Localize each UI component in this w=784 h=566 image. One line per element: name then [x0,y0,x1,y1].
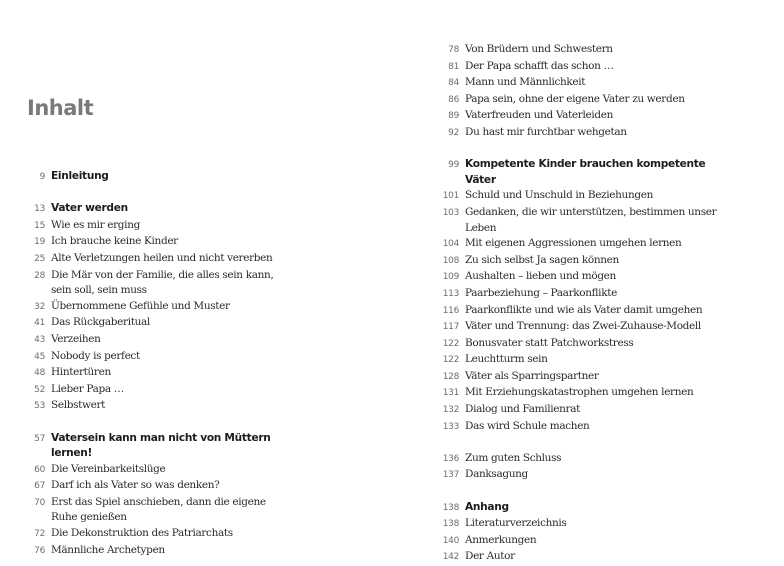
toc-entry[interactable] [20,268,290,299]
toc-entry[interactable] [20,234,290,251]
entry-title: Ich brauche keine Kinder [51,235,178,248]
page-number: 52 [34,384,45,395]
page-number: 103 [442,207,459,218]
toc-entry[interactable] [434,92,724,109]
toc-entry[interactable] [434,369,724,386]
page-number: 137 [442,470,459,481]
entry-title: Du hast mir furchtbar wehgetan [465,125,627,138]
toc-entry[interactable] [20,299,290,316]
toc-entry[interactable] [20,332,290,349]
chapter-title: Anhang [465,500,509,513]
page-number: 138 [442,502,459,513]
entry-title: Schuld und Unschuld in Beziehungen [465,189,654,202]
entry-title: Väter als Sparringspartner [465,369,599,382]
toc-entry[interactable] [434,533,724,550]
entry-title: Lieber Papa … [51,382,124,395]
page-number: 92 [448,127,459,138]
entry-title: Darf ich als Vater so was denken? [51,479,220,492]
toc-chapter-heading[interactable] [434,157,724,188]
toc-entry[interactable] [434,108,724,125]
toc-entry[interactable] [434,303,724,320]
page-number: 78 [448,45,459,55]
entry-title: Die Mär von der Familie, die alles sein kann, sein soll, sein muss [51,268,274,297]
toc-entry[interactable] [434,385,724,402]
page-number: 53 [34,401,45,412]
page-number: 117 [442,322,459,333]
entry-title: Zum guten Schluss [465,451,562,464]
toc-entry[interactable] [20,218,290,235]
page-number: 81 [448,61,459,72]
toc-entry[interactable] [434,467,724,484]
entry-title: Dialog und Familienrat [465,403,580,416]
page-number: 60 [34,464,45,475]
entry-title: Mit Erziehungskatastrophen umgehen lernen [465,386,694,399]
toc-entry[interactable] [434,286,724,303]
page-number: 19 [34,237,45,248]
toc-entry[interactable] [434,516,724,533]
entry-title: Hintertüren [51,366,111,379]
page-number: 70 [34,497,45,508]
page-number: 25 [34,253,45,264]
page-number: 15 [34,220,45,231]
entry-title: Paarkonflikte und wie als Vater damit umgehen [465,303,703,316]
entry-title: Aushalten – lieben und mögen [465,270,616,283]
toc-entry[interactable] [434,188,724,205]
chapter-title: Vater werden [51,202,128,215]
page-number: 122 [442,355,459,366]
chapter-title: Einleitung [51,170,109,182]
page-number: 41 [34,318,45,329]
page-number: 101 [442,191,459,202]
page-number: 45 [34,351,45,362]
toc-entry[interactable] [434,236,724,253]
page-number: 104 [442,239,459,250]
entry-title: Der Autor [465,550,515,563]
toc-left-column [20,169,290,559]
toc-entry[interactable] [20,315,290,332]
page-number: 108 [442,255,459,266]
toc-entry[interactable] [434,205,724,236]
page-number: 142 [442,552,459,563]
page-number: 122 [442,338,459,349]
entry-title: Das wird Schule machen [465,419,590,432]
toc-entry[interactable] [20,526,290,543]
toc-chapter-heading[interactable] [20,201,290,218]
page-number: 128 [442,371,459,382]
page-number: 57 [34,433,45,444]
page-number: 138 [442,519,459,530]
page-number: 99 [448,160,459,171]
page-number: 132 [442,405,459,416]
toc-entry[interactable] [20,382,290,399]
page-number: 32 [34,301,45,312]
entry-title: Paarbeziehung – Paarkonflikte [465,286,617,299]
entry-title: Das Rückgaberitual [51,316,150,329]
entry-title: Wie es mir erging [51,218,140,231]
toc-entry[interactable] [434,269,724,286]
toc-entry[interactable] [434,319,724,336]
toc-entry[interactable] [20,495,290,526]
page-number: 72 [34,529,45,540]
section-gap [434,142,724,158]
entry-title: Papa sein, ohne der eigene Vater zu werden [465,92,685,105]
entry-title: Väter und Trennung: das Zwei-Zuhause-Modell [465,320,701,333]
entry-title: Männliche Archetypen [51,543,165,556]
entry-title: Nobody is perfect [51,349,140,362]
toc-chapter-heading[interactable] [20,431,290,462]
toc-right-column [434,42,724,566]
entry-title: Alte Verletzungen heilen und nicht vererben [51,251,273,264]
toc-entry[interactable] [434,253,724,270]
section-gap [434,484,724,500]
page-number: 67 [34,481,45,492]
entry-title: Erst das Spiel anschieben, dann die eigene Ruhe genießen [51,495,266,524]
toc-entry[interactable] [434,451,724,468]
page-number: 43 [34,334,45,345]
entry-title: Übernommene Gefühle und Muster [51,299,230,312]
entry-title: Selbstwert [51,399,106,412]
entry-title: Die Vereinbarkeitslüge [51,462,166,475]
page-number: 9 [39,172,45,182]
page-number: 116 [442,305,459,316]
entry-title: Literaturverzeichnis [465,517,567,530]
page-number: 89 [448,111,459,122]
page-number: 76 [34,545,45,556]
entry-title: Gedanken, die wir unterstützen, bestimmen unser Leben [465,205,717,234]
page-number: 28 [34,270,45,281]
page-number: 136 [442,453,459,464]
toc-entry[interactable] [20,543,290,560]
chapter-title: Kompetente Kinder brauchen kompetente Väter [465,158,706,186]
toc-entry[interactable] [20,478,290,495]
entry-title: Zu sich selbst Ja sagen können [465,253,619,266]
toc-entry[interactable] [20,251,290,268]
entry-title: Verzeihen [51,332,101,345]
toc-entry[interactable] [20,365,290,382]
entry-title: Mann und Männlichkeit [465,76,586,89]
entry-title: Vaterfreuden und Vaterleiden [465,109,613,122]
entry-title: Leuchtturm sein [465,353,548,366]
entry-title: Anmerkungen [465,533,537,546]
toc-entry[interactable] [434,125,724,142]
page-number: 48 [34,368,45,379]
page-number: 133 [442,421,459,432]
page-title: Inhalt [27,96,94,120]
page-number: 109 [442,272,459,283]
entry-title: Von Brüdern und Schwestern [465,43,613,55]
toc-entry[interactable] [20,349,290,366]
toc-chapter-heading[interactable] [20,169,290,186]
page-number: 13 [34,204,45,215]
entry-title: Der Papa schafft das schon … [465,59,614,72]
toc-entry[interactable] [434,402,724,419]
page-number: 131 [442,388,459,399]
toc-entry[interactable] [434,42,724,59]
toc-chapter-heading[interactable] [434,500,724,517]
section-gap [20,415,290,431]
toc-entry[interactable] [434,336,724,353]
page-number: 84 [448,78,459,89]
chapter-title: Vatersein kann man nicht von Müttern lernen! [51,431,271,460]
entry-title: Bonusvater statt Patchworkstress [465,336,634,349]
toc-entry[interactable] [20,398,290,415]
toc-entry[interactable] [20,462,290,479]
toc-entry[interactable] [434,549,724,566]
page-number: 86 [448,94,459,105]
toc-entry[interactable] [434,419,724,436]
section-gap [434,435,724,451]
page-number: 140 [442,535,459,546]
page-number: 113 [442,288,459,299]
entry-title: Mit eigenen Aggressionen umgehen lernen [465,237,682,250]
toc-entry[interactable] [434,352,724,369]
entry-title: Die Dekonstruktion des Patriarchats [51,527,233,540]
section-gap [20,186,290,202]
toc-entry[interactable] [434,59,724,76]
entry-title: Danksagung [465,468,528,481]
toc-entry[interactable] [434,75,724,92]
